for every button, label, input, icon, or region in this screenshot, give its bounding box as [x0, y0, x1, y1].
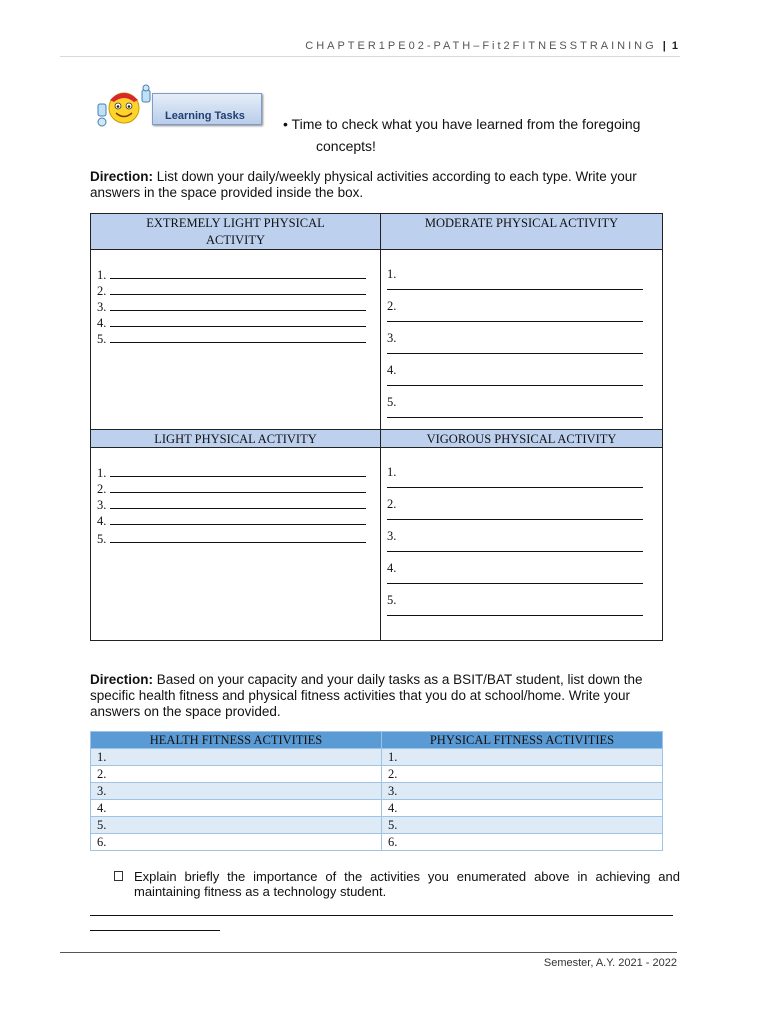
list-item: 3. — [97, 497, 366, 513]
learning-tasks-intro — [283, 113, 683, 157]
header-health-fitness: HEALTH FITNESS ACTIVITIES — [91, 732, 382, 749]
direction-2-label: Direction: — [90, 672, 154, 687]
intro-line-1: Time to check what you have learned from the foregoing — [291, 116, 641, 132]
header-rule — [60, 56, 680, 57]
footer-semester: Semester, A.Y. 2021 - 2022 — [543, 957, 677, 969]
table-divider — [380, 214, 381, 640]
header-moderate: MODERATE PHYSICAL ACTIVITY — [381, 214, 662, 250]
answer-line[interactable] — [90, 930, 220, 931]
fitness-table — [90, 731, 663, 851]
page-number: 1 — [671, 40, 678, 52]
direction-2-text: Based on your capacity and your daily tasks as a BSIT/BAT student, list down the specific health fitness and physical fitness activities that you do at school/home. Write your answers on the space provided. — [90, 672, 643, 719]
footer-rule — [60, 952, 677, 953]
checkbox-icon — [114, 871, 123, 881]
page-header — [305, 40, 678, 52]
explain-text: Explain briefly the importance of the activities you enumerated above in achieving and maintaining fitness as a technology student. — [134, 869, 680, 899]
table-row: 3. 3. — [91, 783, 663, 800]
table-row: 2. 2. — [91, 766, 663, 783]
header-physical-fitness: PHYSICAL FITNESS ACTIVITIES — [382, 732, 663, 749]
list-item: 3. — [97, 299, 366, 315]
header-vigorous: VIGOROUS PHYSICAL ACTIVITY — [381, 429, 662, 448]
direction-1 — [90, 169, 670, 201]
header-extremely-light: EXTREMELY LIGHT PHYSICAL ACTIVITY — [91, 214, 380, 250]
extremely-light-list — [97, 267, 366, 347]
page-separator: | — [662, 40, 666, 52]
bullet: • — [283, 116, 288, 132]
header-light: LIGHT PHYSICAL ACTIVITY — [91, 429, 380, 448]
list-item: 1. — [97, 465, 366, 481]
table-row: 4. 4. — [91, 800, 663, 817]
table-row: 6. 6. — [91, 834, 663, 851]
mascot-smiley-icon — [94, 82, 156, 130]
table-row: 1. 1. — [91, 749, 663, 766]
direction-2 — [90, 672, 670, 720]
learning-tasks-badge — [152, 93, 262, 125]
list-item: 5. — [97, 531, 366, 547]
list-item: 2. — [97, 283, 366, 299]
list-item: 4. — [97, 315, 366, 331]
list-item: 5. — [97, 331, 366, 347]
intro-line-2: concepts! — [316, 138, 376, 154]
chapter-label: CHAPTER1PE02-PATH–Fit2FITNESSTRAINING — [305, 40, 657, 52]
table-row: 5. 5. — [91, 817, 663, 834]
direction-1-text: List down your daily/weekly physical activities according to each type. Write your answers in the space provided inside the box. — [90, 169, 637, 200]
learning-tasks-label: Learning Tasks — [165, 110, 245, 122]
list-item: 2. — [97, 481, 366, 497]
list-item: 1. — [97, 267, 366, 283]
answer-line[interactable] — [90, 915, 673, 916]
light-list — [97, 465, 366, 547]
explain-item — [114, 869, 680, 899]
list-item: 4. — [97, 513, 366, 529]
activity-table: EXTREMELY LIGHT PHYSICAL ACTIVITY MODERATE PHYSICAL ACTIVITY LIGHT PHYSICAL ACTIVITY VIGOROUS PHYSICAL ACTIVITY 1. 2. 3. 4. 5. 1. 2. 3. 4. 5. 1. 2. 3. 4. 5. 1. 2. 3. 4. 5. — [90, 213, 663, 641]
direction-1-label: Direction: — [90, 169, 154, 184]
